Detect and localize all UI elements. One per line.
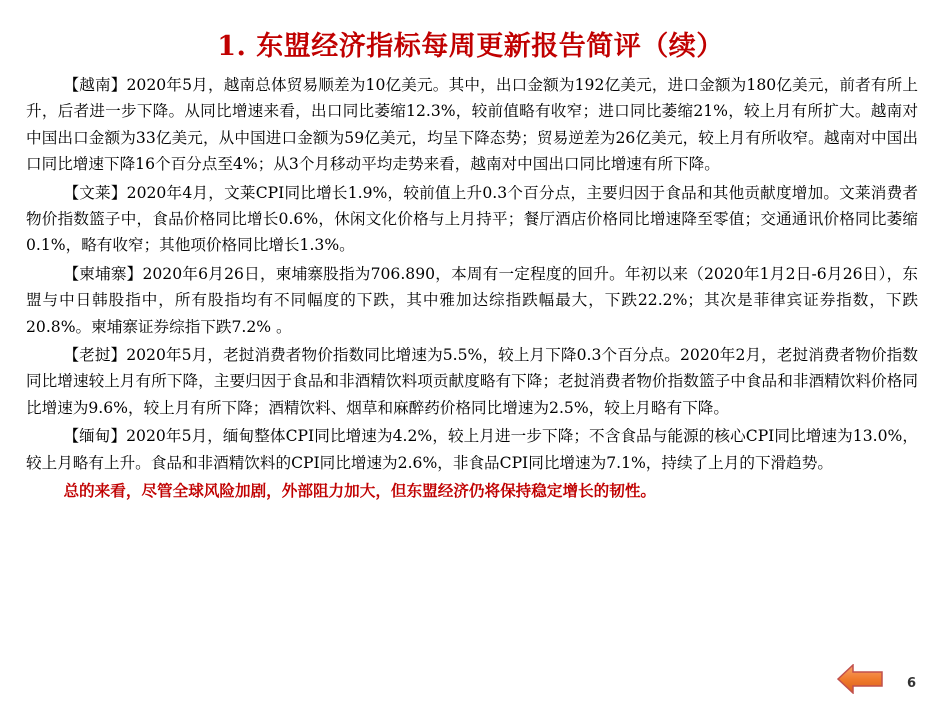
paragraph-myanmar [26, 423, 918, 476]
paragraph-tag: 【越南】 [63, 76, 127, 94]
paragraph-tag: 【老挝】 [63, 346, 127, 365]
paragraph-tag: 【文莱】 [63, 183, 127, 202]
paragraph-tag: 【柬埔寨】 [63, 264, 143, 283]
left-arrow-icon [837, 664, 883, 694]
page-title: 1. 东盟经济指标每周更新报告简评（续） [217, 31, 724, 62]
paragraph-brunei [26, 180, 918, 259]
paragraph-tag: 【缅甸】 [63, 427, 127, 446]
paragraph-laos [26, 342, 918, 421]
page-number: 6 [907, 676, 917, 691]
content-body [26, 72, 918, 505]
paragraph-text: 2020年6月26日，柬埔寨股指为706.890，本周有一定程度的回升。年初以来（2020年1月2日-6月26日），东盟与中日韩股指中，所有股指均有不同幅度的下跌，其中雅加达综指跌幅最大，下跌22.2%；其次是菲律宾证券指数，下跌20.8%。柬埔寨证券综指下跌7.2% 。 [26, 264, 918, 336]
conclusion-text: 总的来看，尽管全球风险加剧，外部阻力加大，但东盟经济仍将保持稳定增长的韧性。 [63, 481, 657, 501]
paragraph-vietnam [26, 72, 918, 178]
paragraph-cambodia [26, 261, 918, 340]
paragraph-text: 2020年5月，老挝消费者物价指数同比增速为5.5%，较上月下降0.3个百分点。2020年2月，老挝消费者物价指数同比增速较上月有所下降，主要归因于食品和非酒精饮料项贡献度略有下降；老挝消费者物价指数篮子中食品和非酒精饮料价格同比增速为9.6%，较上月有所下降；酒精饮料、烟草和麻醉药价格同比增速为2.5%，较上月略有下降。 [26, 346, 918, 417]
paragraph-text: 2020年5月，缅甸整体CPI同比增速为4.2%，较上月进一步下降；不含食品与能源的核心CPI同比增速为13.0%，较上月略有上升。食品和非酒精饮料的CPI同比增速为2.6%，非食品CPI同比增速为7.1%，持续了上月的下滑趋势。 [26, 427, 918, 472]
paragraph-text: 2020年4月，文莱CPI同比增长1.9%，较前值上升0.3个百分点，主要归因于食品和其他贡献度增加。文莱消费者物价指数篮子中，食品价格同比增长0.6%，休闲文化价格与上月持平；餐厅酒店价格同比增速降至零值；交通通讯价格同比萎缩0.1%，略有收窄；其他项价格同比增长1.3%。 [26, 183, 918, 255]
back-button[interactable] [837, 664, 883, 694]
paragraph-text: 2020年5月，越南总体贸易顺差为10亿美元。其中，出口金额为192亿美元，进口金额为180亿美元，前者有所上升，后者进一步下降。从同比增速来看，出口同比萎缩12.3%，较前值略有收窄；进口同比萎缩21%，较上月有所扩大。越南对中国出口金额为33亿美元，从中国进口金额为59亿美元，均呈下降态势；贸易逆差为26亿美元，较上月有所收窄。越南对中国出口同比增速下降16个百分点至4%；从3个月移动平均走势来看，越南对中国出口同比增速有所下降。 [26, 76, 918, 174]
